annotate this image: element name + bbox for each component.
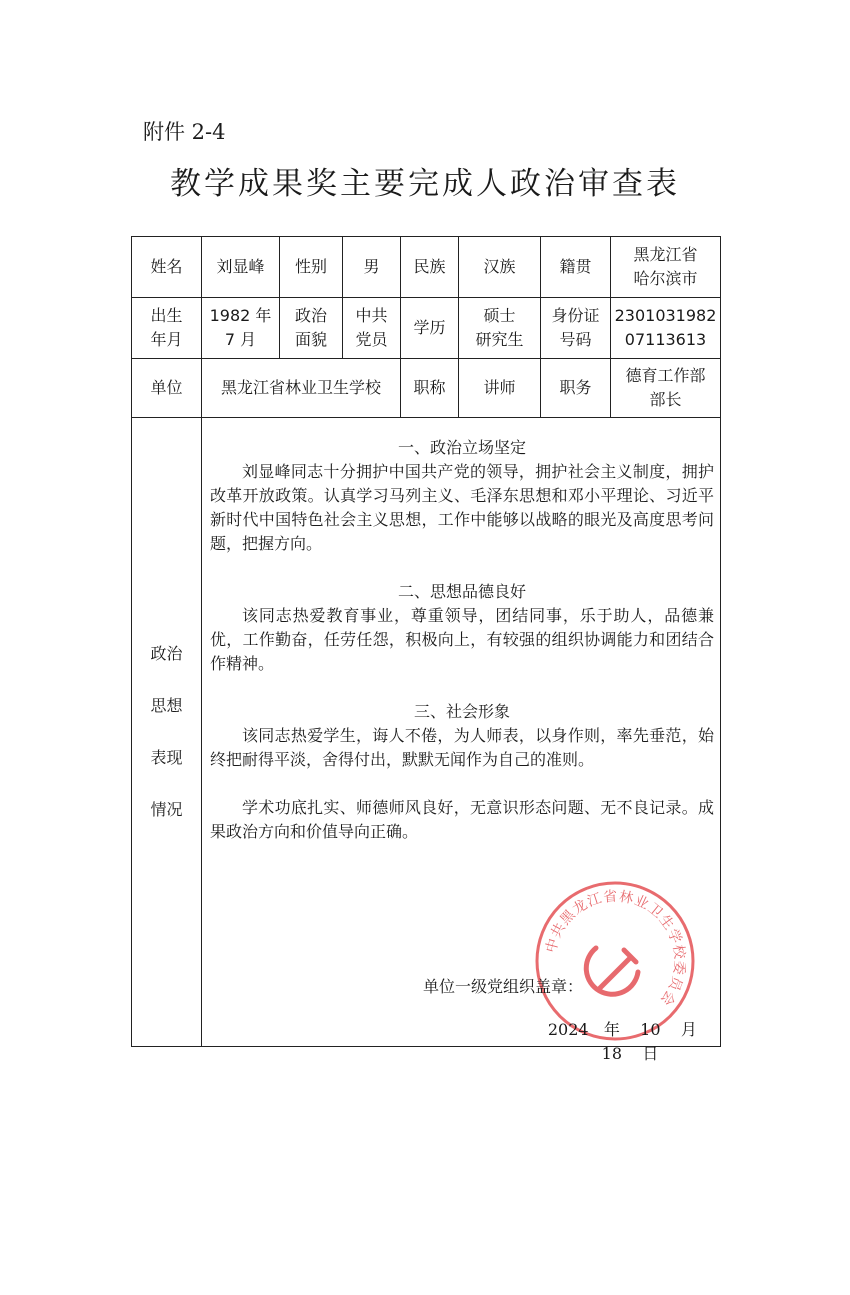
hammer-sickle-icon bbox=[586, 948, 638, 994]
label-unit: 单位 bbox=[132, 359, 202, 418]
value-ethnicity: 汉族 bbox=[459, 237, 541, 298]
value-birth: 1982 年 7 月 bbox=[202, 298, 280, 359]
value-education: 硕士 研究生 bbox=[459, 298, 541, 359]
value-id-number: 2301031982 07113613 bbox=[611, 298, 721, 359]
value-unit: 黑龙江省林业卫生学校 bbox=[202, 359, 401, 418]
table-row-employment bbox=[132, 359, 721, 418]
label-id-number: 身份证 号码 bbox=[541, 298, 611, 359]
value-native-place: 黑龙江省 哈尔滨市 bbox=[611, 237, 721, 298]
table-row-basic bbox=[132, 237, 721, 298]
label-position: 职务 bbox=[541, 359, 611, 418]
label-name: 姓名 bbox=[132, 237, 202, 298]
label-title: 职称 bbox=[401, 359, 459, 418]
value-political-status: 中共 党员 bbox=[343, 298, 401, 359]
label-native-place: 籍贯 bbox=[541, 237, 611, 298]
date-year: 2024 bbox=[547, 1020, 589, 1039]
label-political-evaluation: 政治 思想 表现 情况 bbox=[132, 418, 202, 1047]
table-row-evaluation bbox=[132, 418, 721, 1047]
date-day: 18 bbox=[601, 1044, 622, 1063]
svg-text:中共黑龙江省林业卫生学校委员会: 中共黑龙江省林业卫生学校委员会 bbox=[543, 888, 688, 1009]
label-birth: 出生 年月 bbox=[132, 298, 202, 359]
attachment-number: 附件 2-4 bbox=[143, 120, 226, 144]
section-body-3: 该同志热爱学生，诲人不倦，为人师表，以身作则，率先垂范，始终把耐得平淡，舍得付出，默默无闻作为自己的准则。 bbox=[210, 726, 714, 769]
form-title: 教学成果奖主要完成人政治审查表 bbox=[170, 166, 680, 202]
section-body-1: 刘显峰同志十分拥护中国共产党的领导，拥护社会主义制度，拥护改革开放政策。认真学习马列主义、毛泽东思想和邓小平理论、习近平新时代中国特色社会主义思想，工作中能够以战略的眼光及高度思考问题，把握方向。 bbox=[210, 462, 714, 553]
value-gender: 男 bbox=[343, 237, 401, 298]
conclusion-text: 学术功底扎实、师德师风良好，无意识形态问题、无不良记录。成果政治方向和价值导向正确。 bbox=[210, 798, 714, 841]
value-title: 讲师 bbox=[459, 359, 541, 418]
review-form-table bbox=[131, 236, 721, 1063]
section-heading-3: 三、社会形象 bbox=[413, 702, 510, 721]
signature-date: 2024 年 10 月 18 日 bbox=[540, 1018, 720, 1066]
label-political-status: 政治 面貌 bbox=[280, 298, 343, 359]
signature-label: 单位一级党组织盖章： bbox=[423, 977, 584, 996]
label-ethnicity: 民族 bbox=[401, 237, 459, 298]
section-body-2: 该同志热爱教育事业，尊重领导，团结同事，乐于助人，品德兼优，工作勤奋，任劳任怨，积极向上，有较强的组织协调能力和团结合作精神。 bbox=[210, 606, 714, 673]
section-heading-1: 一、政治立场坚定 bbox=[397, 438, 526, 457]
table-row-details bbox=[132, 298, 721, 359]
value-position: 德育工作部 部长 bbox=[611, 359, 721, 418]
label-education: 学历 bbox=[401, 298, 459, 359]
date-month: 10 bbox=[640, 1020, 661, 1039]
evaluation-content bbox=[202, 418, 721, 1063]
label-gender: 性别 bbox=[280, 237, 343, 298]
section-heading-2: 二、思想品德良好 bbox=[397, 582, 526, 601]
value-name: 刘显峰 bbox=[202, 237, 280, 298]
